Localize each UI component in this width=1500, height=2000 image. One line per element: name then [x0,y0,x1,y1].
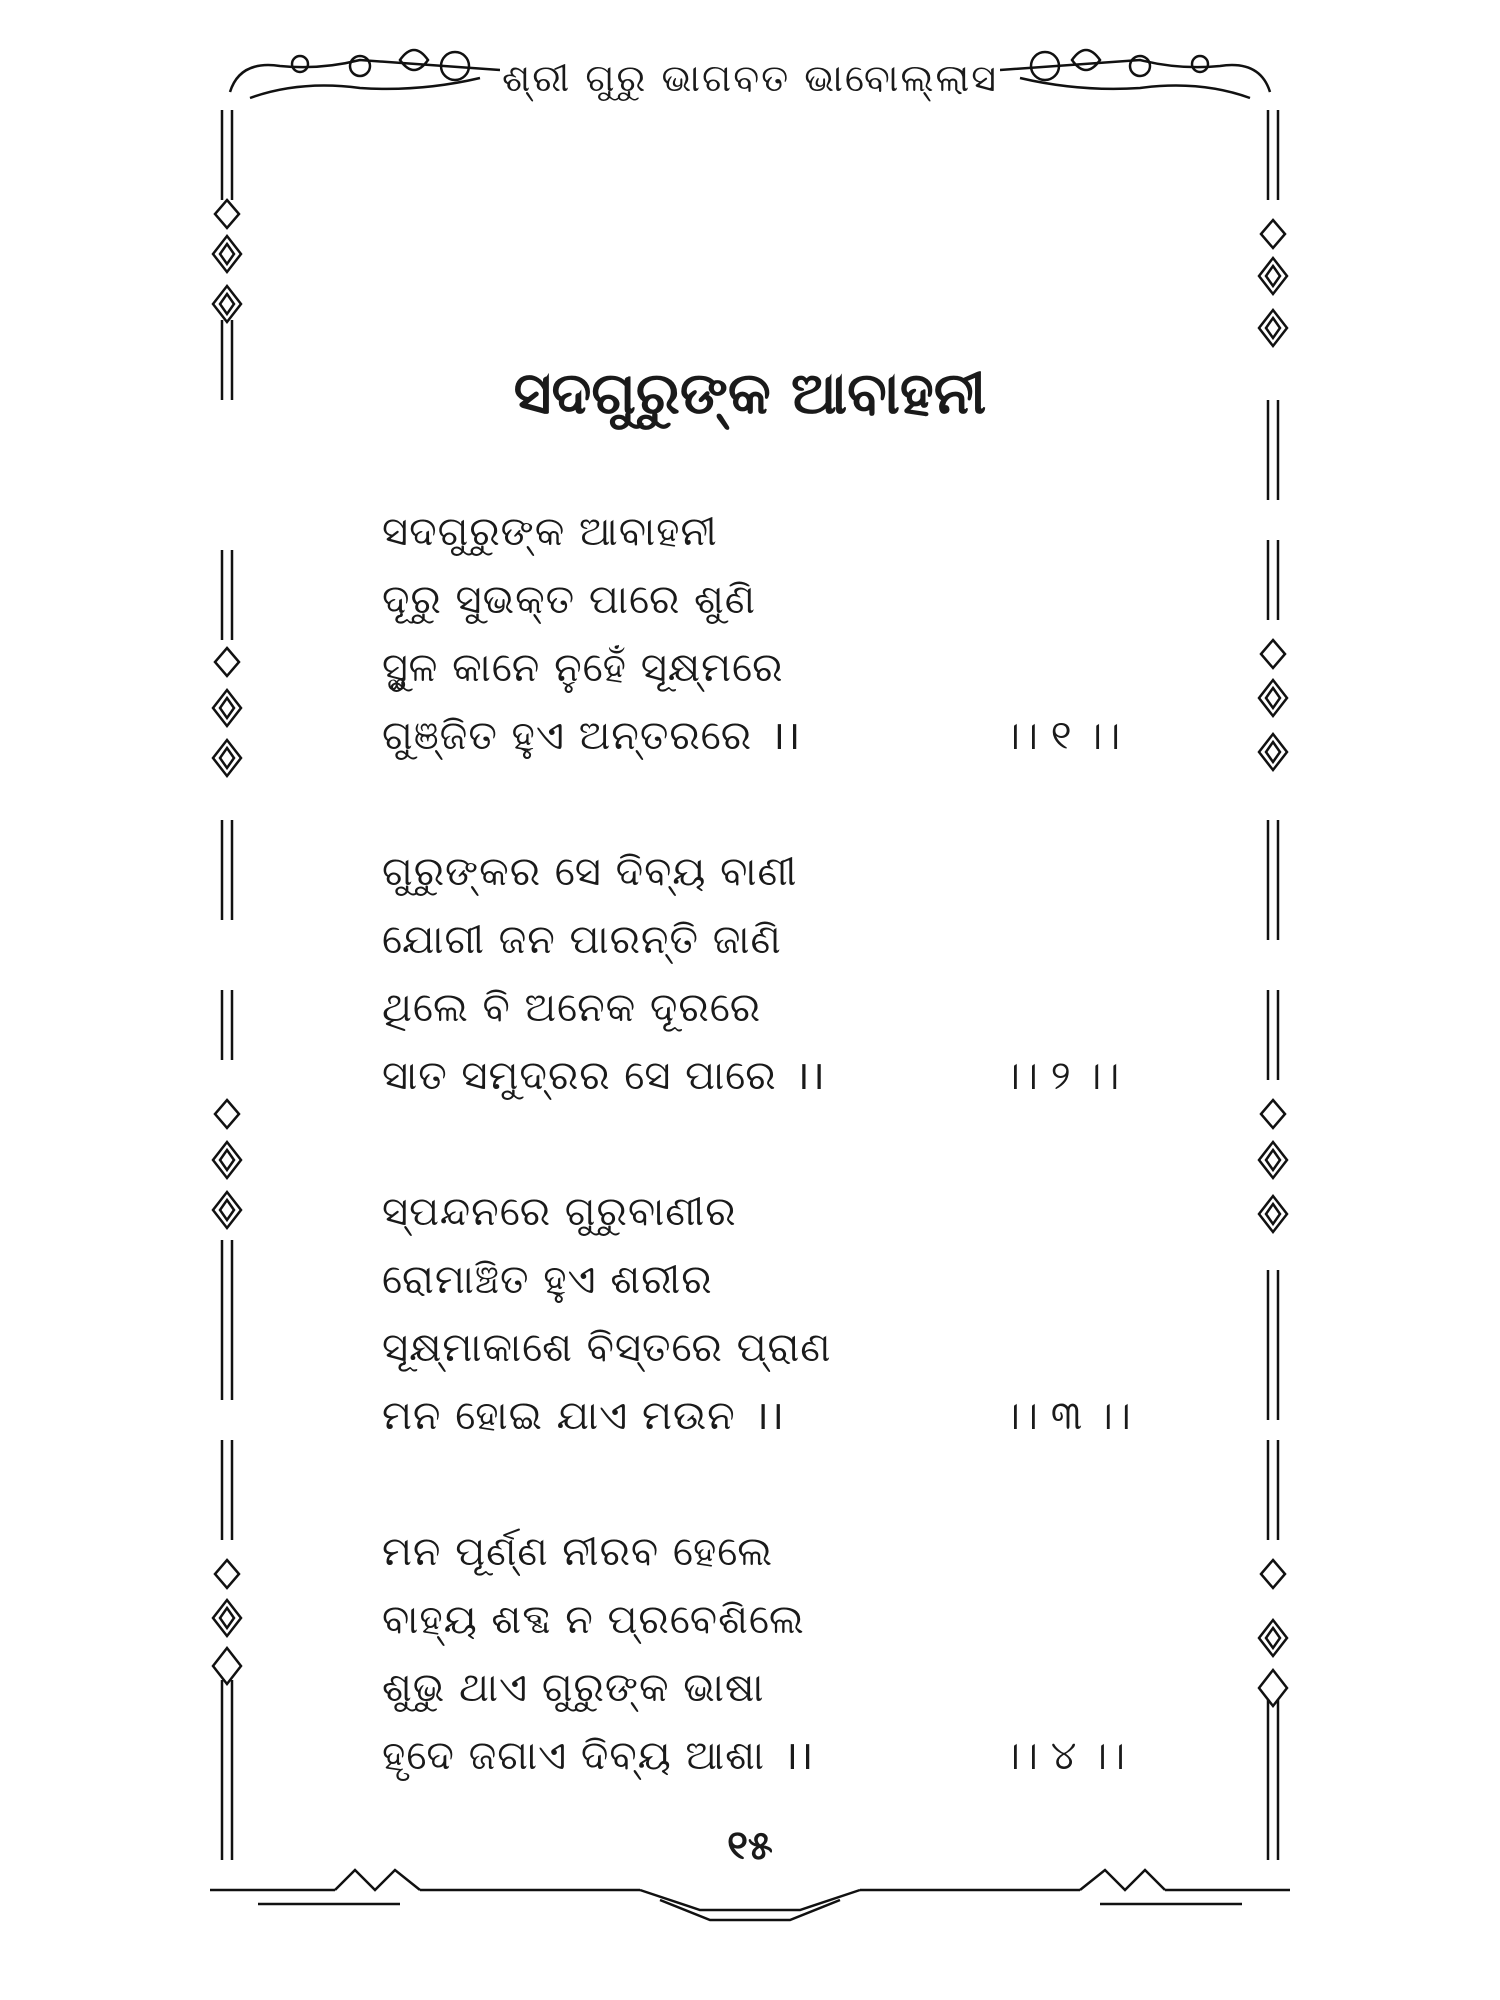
verse-line: ମନ ପୂର୍ଣ୍ଣ ନୀରବ ହେଲେ [382,1529,774,1575]
verse-line: ସଦଗୁରୁଙ୍କ ଆବାହନୀ [382,509,718,555]
verse-line: ଯୋଗୀ ଜନ ପାରନ୍ତି ଜାଣି [382,917,782,963]
verse-line: ବାହ୍ୟ ଶବ୍ଦ ନ ପ୍ରବେଶିଲେ [382,1597,805,1643]
verse-number: ।। ୨ ।। [1002,1053,1120,1099]
verse-line: ସୂକ୍ଷ୍ମାକାଶେ ବିସ୍ତରେ ପ୍ରାଣ [382,1325,832,1371]
danda-mark: ।। [753,1393,785,1439]
verse-line-last: ସାତ ସମୁଦ୍ରର ସେ ପାରେ ।। ।। ୨ ।। [382,1042,1162,1110]
verse-line: ଶୁଭୁ ଥାଏ ଗୁରୁଙ୍କ ଭାଷା [382,1665,765,1711]
verse-number: ।। ୩ ।। [1002,1393,1131,1439]
verse-line: ଗୁରୁଙ୍କର ସେ ଦିବ୍ୟ ବାଣୀ [382,849,798,895]
verse-line-last: ଗୁଞ୍ଜିତ ହୁଏ ଅନ୍ତରରେ ।। ।। ୧ ।। [382,702,1162,770]
verse-section [382,498,1162,1858]
danda-mark: ।। [770,713,801,759]
verse-line: ରୋମାଞ୍ଚିତ ହୁଏ ଶରୀର [382,1257,713,1303]
danda-mark: ।। [783,1733,814,1779]
danda-mark: ।। [794,1053,825,1099]
stanza-2 [382,838,1162,1110]
verse-number: ।। ୧ ।। [1002,713,1121,759]
stanza-3 [382,1178,1162,1450]
page-title: ସଦଗୁରୁଙ୍କ ଆବାହନୀ [513,359,987,427]
verse-line: ଦୂରୁ ସୁଭକ୍ତ ପାରେ ଶୁଣି [382,577,757,623]
verse-line: ସ୍ଥୁଳ କାନେ ନୁହେଁ ସୂକ୍ଷ୍ମରେ [382,645,784,691]
page-number: ୧୫ [680,1818,820,1874]
stanza-4 [382,1518,1162,1790]
running-header-title: ଶ୍ରୀ ଗୁରୁ ଭାଗବତ ଭାବୋଲ୍ଲାସ [500,48,1000,108]
verse-line-last: ହୃଦେ ଜଗାଏ ଦିବ୍ୟ ଆଶା ।। ।। ୪ ।। [382,1722,1162,1790]
verse-line-last: ମନ ହୋଇ ଯାଏ ମଉନ ।। ।। ୩ ।। [382,1382,1162,1450]
verse-number: ।। ୪ ।। [1002,1733,1126,1779]
verse-line: ଥିଲେ ବି ଅନେକ ଦୂରରେ [382,985,762,1031]
verse-line: ସ୍ପନ୍ଦନରେ ଗୁରୁବାଣୀର [382,1189,737,1235]
stanza-1 [382,498,1162,770]
